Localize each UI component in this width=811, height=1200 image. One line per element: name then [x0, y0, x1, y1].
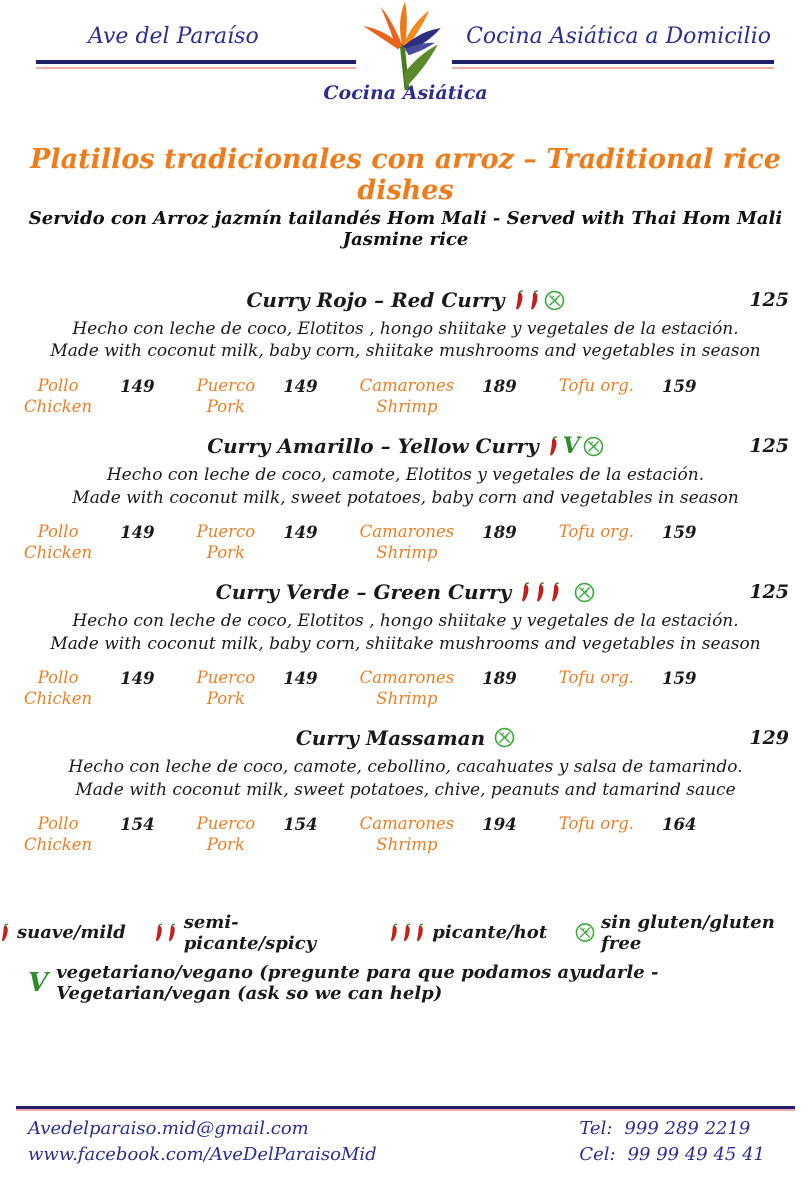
dish-price: 125	[749, 581, 789, 604]
bird-of-paradise-flower-icon	[346, 0, 464, 92]
option-pollo	[24, 376, 197, 417]
chili-icon	[529, 290, 541, 310]
option-label-es: Tofu org.	[558, 668, 634, 688]
chili-icon	[514, 290, 526, 310]
option-price: 189	[482, 523, 517, 542]
gluten-free-icon	[575, 922, 595, 943]
option-price: 149	[120, 376, 155, 396]
vegetarian-icon: V	[562, 433, 580, 460]
dish-description-en: Made with coconut milk, sweet potatoes, chive, peanuts and tamarind sauce	[75, 779, 736, 800]
option-tofu	[559, 376, 697, 397]
dish-curry-massaman	[0, 726, 811, 855]
option-label-en: Chicken	[24, 396, 93, 416]
option-label-es: Camarones	[359, 668, 455, 688]
option-price: 149	[283, 376, 318, 396]
option-label-en: Shrimp	[376, 542, 438, 562]
option-price: 189	[482, 669, 517, 689]
option-label-es: Puerco	[196, 814, 256, 834]
option-label-en: Pork	[206, 396, 246, 416]
option-label-en: Pork	[206, 688, 246, 708]
cel-number: 99 99 49 45 41	[627, 1144, 765, 1166]
dish-name: Curry Verde – Green Curry	[215, 580, 512, 605]
option-label-es: Puerco	[196, 522, 256, 541]
dish-name: Curry Rojo – Red Curry	[246, 288, 505, 312]
dish-price: 129	[749, 727, 789, 750]
footer-contact-left	[28, 1116, 377, 1168]
chili-icon	[535, 582, 547, 602]
option-tofu	[559, 522, 697, 543]
dish-description-es: Hecho con leche de coco, camote, cebollino, cacahuates y salsa de tamarindo.	[68, 757, 743, 778]
protein-options	[24, 814, 811, 855]
cel-label: Cel:	[579, 1144, 616, 1166]
option-camarones	[360, 522, 559, 563]
option-price: 154	[120, 815, 155, 835]
chili-icon	[550, 582, 562, 602]
protein-options	[24, 668, 811, 709]
chili-icon	[520, 582, 532, 602]
dish-price: 125	[749, 435, 789, 458]
option-pollo	[24, 668, 197, 709]
option-label-en: Pork	[206, 834, 246, 854]
option-price: 189	[482, 376, 517, 396]
chili-icon	[0, 923, 11, 942]
header	[0, 0, 811, 112]
option-label-es: Pollo	[37, 668, 79, 688]
option-label-en: Chicken	[24, 688, 93, 708]
legend-gluten-free-label: sin gluten/gluten free	[601, 911, 775, 954]
vegetarian-icon: V	[28, 967, 49, 998]
protein-options	[24, 376, 811, 417]
logo-caption: Cocina Asiática	[323, 82, 488, 104]
option-label-es: Puerco	[196, 668, 256, 688]
header-rule-right	[452, 60, 774, 69]
dish-description-es: Hecho con leche de coco, Elotitos , hongo shiitake y vegetales de la estación.	[72, 319, 739, 339]
legend-mild-label: suave/mild	[17, 922, 126, 943]
option-label-en: Chicken	[24, 542, 93, 562]
tel-label: Tel:	[579, 1118, 613, 1139]
legend-mild	[0, 922, 126, 943]
option-puerco	[197, 814, 360, 855]
option-price: 194	[482, 815, 517, 835]
option-label-en: Shrimp	[376, 688, 438, 708]
dish-name: Curry Massaman	[295, 726, 486, 751]
facebook-link[interactable]: www.facebook.com/AveDelParaisoMid	[28, 1144, 377, 1166]
dish-price: 125	[749, 289, 789, 311]
legend-spicy-label: semi-picante/spicy	[183, 911, 317, 954]
email-link[interactable]: Avedelparaiso.mid@gmail.com	[28, 1118, 309, 1139]
option-price: 154	[283, 815, 318, 835]
option-pollo	[24, 814, 197, 855]
brand-name: Ave del Paraíso	[88, 24, 259, 49]
option-puerco	[197, 522, 360, 563]
dish-description-en: Made with coconut milk, baby corn, shiitake mushrooms and vegetables in season	[50, 633, 761, 654]
dish-curry-amarillo	[0, 434, 811, 563]
option-camarones	[360, 668, 559, 709]
option-price: 164	[662, 815, 697, 835]
option-tofu	[559, 814, 697, 835]
legend-hot	[389, 922, 547, 943]
chili-icon	[154, 923, 165, 942]
option-label-en: Shrimp	[376, 396, 438, 416]
option-price: 159	[662, 376, 697, 396]
gluten-free-icon	[583, 436, 604, 457]
option-label-en: Pork	[206, 542, 246, 562]
dish-list	[0, 288, 811, 856]
option-label-es: Tofu org.	[558, 522, 634, 541]
legend-gluten-free	[575, 912, 811, 954]
tel-number: 999 289 2219	[624, 1118, 751, 1139]
legend	[0, 912, 811, 1004]
legend-spicy	[154, 912, 362, 954]
option-puerco	[197, 668, 360, 709]
dish-description-en: Made with coconut milk, sweet potatoes, baby corn and vegetables in season	[72, 487, 739, 508]
option-label-en: Chicken	[24, 834, 93, 854]
header-rule-left	[36, 60, 356, 69]
option-label-es: Tofu org.	[558, 814, 634, 834]
footer-contact-right	[579, 1116, 765, 1168]
legend-vegetarian	[28, 962, 811, 1004]
dish-name: Curry Amarillo – Yellow Curry	[207, 434, 539, 459]
brand-tagline: Cocina Asiática a Domicilio	[466, 24, 771, 49]
option-camarones	[360, 376, 559, 417]
option-tofu	[559, 668, 697, 689]
legend-hot-label: picante/hot	[432, 922, 548, 943]
option-label-es: Pollo	[37, 814, 79, 834]
option-camarones	[360, 814, 559, 855]
option-label-es: Camarones	[359, 375, 455, 395]
option-label-es: Tofu org.	[558, 375, 634, 395]
dish-curry-rojo	[0, 288, 811, 417]
option-price: 149	[120, 669, 155, 689]
option-puerco	[197, 376, 360, 417]
footer	[0, 1106, 811, 1168]
option-label-en: Shrimp	[376, 834, 438, 854]
option-label-es: Camarones	[359, 814, 455, 834]
option-label-es: Camarones	[359, 522, 455, 541]
option-price: 149	[283, 523, 318, 542]
section-title: Platillos tradicionales con arroz – Traditional rice dishes	[30, 144, 781, 206]
chili-icon	[167, 923, 178, 942]
dish-description-en: Made with coconut milk, baby corn, shiitake mushrooms and vegetables in season	[50, 341, 761, 362]
dish-curry-verde	[0, 580, 811, 709]
gluten-free-icon	[544, 290, 565, 311]
option-price: 159	[662, 669, 697, 689]
option-price: 149	[283, 669, 318, 689]
chili-icon	[548, 436, 560, 456]
protein-options	[24, 522, 811, 563]
gluten-free-icon	[494, 727, 515, 748]
chili-icon	[389, 923, 400, 942]
chili-icon	[415, 923, 426, 942]
dish-description-es: Hecho con leche de coco, camote, Elotitos y vegetales de la estación.	[106, 465, 705, 486]
option-price: 149	[120, 523, 155, 542]
gluten-free-icon	[574, 582, 595, 603]
chili-icon	[402, 923, 413, 942]
legend-vegetarian-label: vegetariano/vegano (pregunte para que podamos ayudarle - Vegetarian/vegan (ask so we can help)	[56, 961, 659, 1004]
option-label-es: Pollo	[37, 522, 79, 541]
option-pollo	[24, 522, 197, 563]
option-label-es: Puerco	[196, 375, 256, 395]
dish-description-es: Hecho con leche de coco, Elotitos , hongo shiitake y vegetales de la estación.	[72, 611, 739, 632]
option-price: 159	[662, 523, 697, 542]
option-label-es: Pollo	[37, 375, 79, 395]
section-subtitle: Servido con Arroz jazmín tailandés Hom Mali - Served with Thai Hom Mali Jasmine rice	[28, 208, 783, 250]
